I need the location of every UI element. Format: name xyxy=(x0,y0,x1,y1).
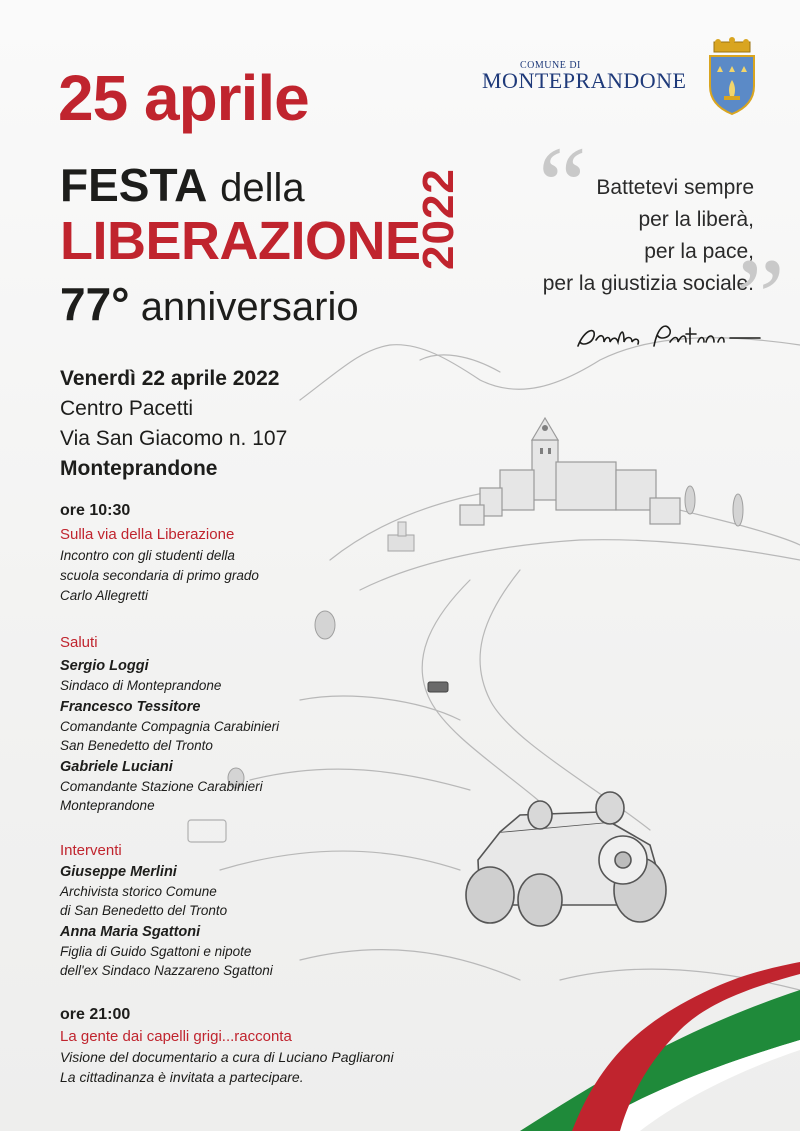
quote-close-icon: ” xyxy=(736,236,785,358)
quote-line: per la pace, xyxy=(644,240,754,263)
quote-line: per la liberà, xyxy=(638,208,754,231)
evening-time: ore 21:00 xyxy=(60,1006,131,1023)
speaker-role: di San Benedetto del Tronto xyxy=(60,903,228,918)
della-word: della xyxy=(220,166,305,210)
quote-open-icon: “ xyxy=(538,124,587,246)
speaker-role: Comandante Stazione Carabinieri xyxy=(60,779,263,794)
evening-desc-line: La cittadinanza è invitata a partecipare. xyxy=(60,1069,304,1085)
event-city: Monteprandone xyxy=(60,457,218,480)
logo-big-text: MONTEPRANDONE xyxy=(482,68,687,93)
quote-line: per la giustizia sociale. xyxy=(542,272,754,295)
speaker-role: Archivista storico Comune xyxy=(60,884,217,899)
anniversary-number: 77° xyxy=(60,278,130,330)
speaker-role: dell'ex Sindaco Nazzareno Sgattoni xyxy=(60,963,273,978)
morning-title: Sulla via della Liberazione xyxy=(60,526,235,543)
greetings-title: Saluti xyxy=(60,634,98,651)
municipality-logo xyxy=(482,60,702,100)
year-vertical: 2022 xyxy=(414,168,463,270)
morning-desc-line: Carlo Allegretti xyxy=(60,588,149,603)
event-date-title: 25 aprile xyxy=(58,62,309,134)
pertini-signature xyxy=(574,316,764,356)
speaker-name: Giuseppe Merlini xyxy=(60,864,177,880)
liberazione-heading: LIBERAZIONE xyxy=(60,211,421,271)
speaker-name: Anna Maria Sgattoni xyxy=(60,924,201,940)
speaker-role: Sindaco di Monteprandone xyxy=(60,678,222,693)
evening-desc-line: Visione del documentario a cura di Luciano Pagliaroni xyxy=(60,1049,394,1065)
evening-title: La gente dai capelli grigi...racconta xyxy=(60,1028,292,1045)
anniversary-word: anniversario xyxy=(140,285,359,329)
speaker-role: San Benedetto del Tronto xyxy=(60,738,213,753)
festa-heading xyxy=(60,158,305,215)
event-date: Venerdì 22 aprile 2022 xyxy=(60,367,280,390)
speaker-role: Figlia di Guido Sgattoni e nipote xyxy=(60,944,252,959)
speaker-role: Comandante Compagnia Carabinieri xyxy=(60,719,280,734)
speaker-role: Monteprandone xyxy=(60,798,155,813)
logo-small-text: COMUNE DI xyxy=(520,60,581,71)
coat-of-arms-icon xyxy=(704,36,760,116)
speaker-name: Sergio Loggi xyxy=(60,658,149,674)
festa-word: FESTA xyxy=(60,159,208,211)
talks-title: Interventi xyxy=(60,842,122,859)
speaker-name: Francesco Tessitore xyxy=(60,699,201,715)
anniversary-line xyxy=(60,276,359,335)
event-address: Via San Giacomo n. 107 xyxy=(60,427,288,450)
morning-desc-line: scuola secondaria di primo grado xyxy=(60,568,259,583)
speaker-name: Gabriele Luciani xyxy=(60,759,173,775)
quote-line: Battetevi sempre xyxy=(596,176,754,199)
event-venue: Centro Pacetti xyxy=(60,397,194,420)
morning-desc-line: Incontro con gli studenti della xyxy=(60,548,235,563)
morning-time: ore 10:30 xyxy=(60,502,131,519)
